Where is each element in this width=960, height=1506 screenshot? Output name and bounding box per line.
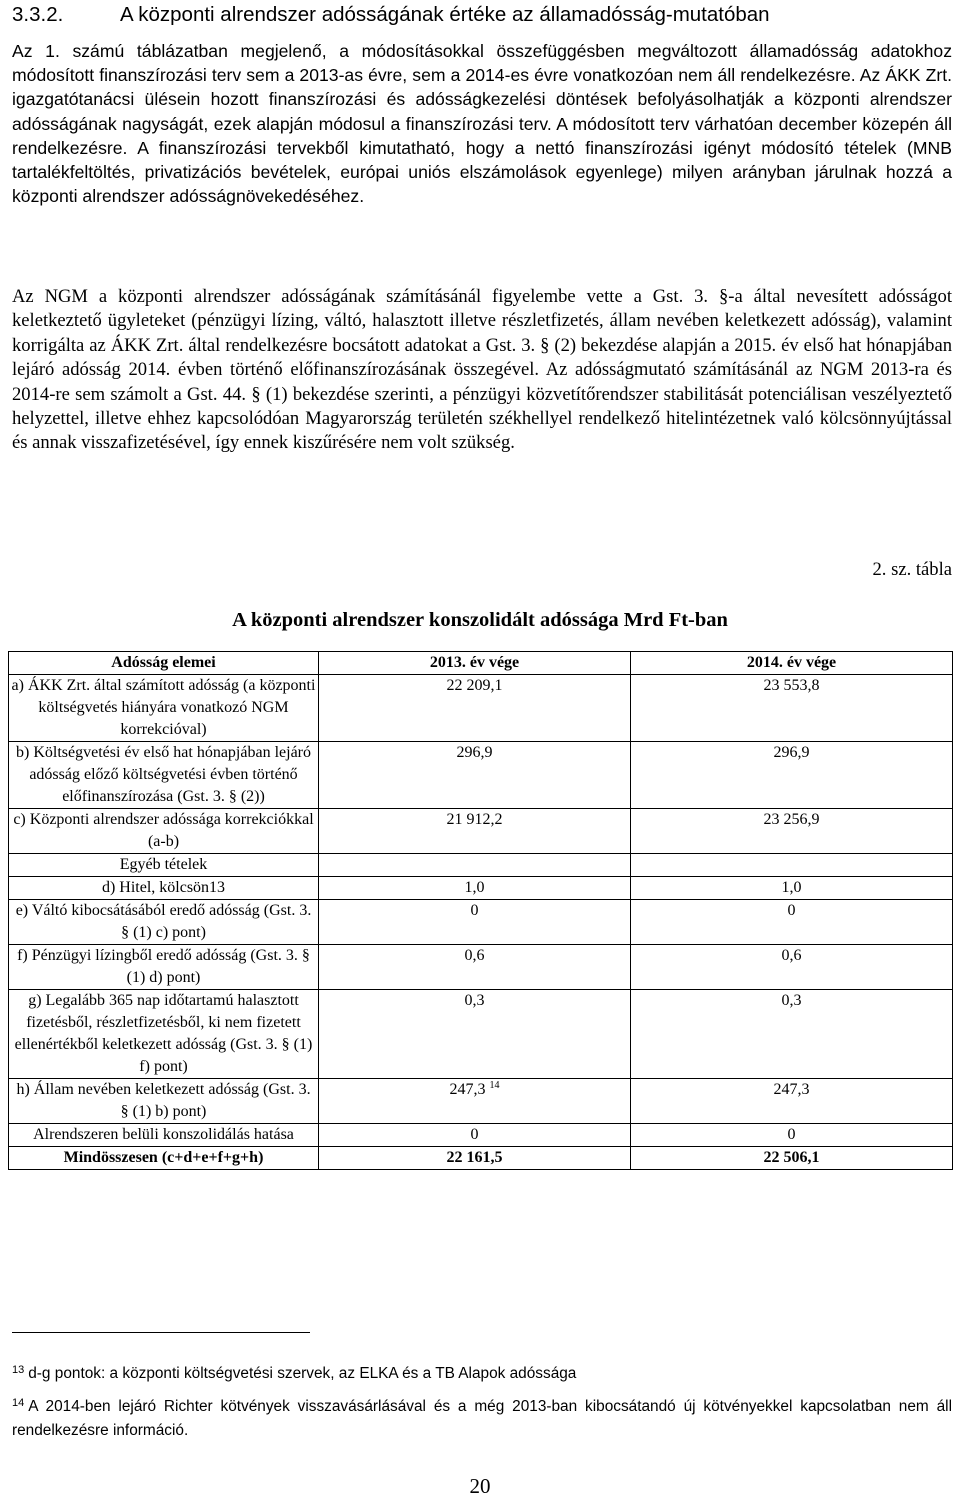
total-2013-cell: 22 161,5	[319, 1147, 631, 1170]
row-2014-cell	[631, 854, 953, 877]
row-2013-cell	[319, 1124, 631, 1147]
footnote-13	[12, 1362, 952, 1386]
debt-table	[8, 651, 953, 1170]
value-2013: 0	[470, 902, 479, 919]
row-2014-cell: 23 553,8	[631, 675, 953, 742]
table-row	[9, 675, 953, 742]
footnote-14	[12, 1395, 952, 1443]
value-2013: 0,3	[464, 992, 485, 1009]
row-item-cell: Egyéb tételek	[9, 854, 319, 877]
row-item-cell: d) Hitel, kölcsön13	[9, 877, 319, 900]
row-2013-cell	[319, 990, 631, 1079]
row-2014-cell: 0	[631, 900, 953, 945]
row-item-cell: c) Központi alrendszer adóssága korrekciókkal (a-b)	[9, 809, 319, 854]
value-2013: 1,0	[464, 879, 485, 896]
row-item-cell: h) Állam nevében keletkezett adósság (Gst. 3. § (1) b) pont)	[9, 1079, 319, 1124]
table-row	[9, 877, 953, 900]
row-2014-cell: 296,9	[631, 742, 953, 809]
table-row	[9, 1079, 953, 1124]
footnote-text: A 2014-ben lejáró Richter kötvények visszavásárlásával és a még 2013-ban kibocsátandó új kötvényekkel kapcsolatban nem áll rendelkezésre információ.	[12, 1398, 952, 1439]
table-row	[9, 854, 953, 877]
row-2014-cell: 23 256,9	[631, 809, 953, 854]
row-2013-cell	[319, 1079, 631, 1124]
table-header-row	[9, 652, 953, 675]
header-cell-2014: 2014. év vége	[631, 652, 953, 675]
section-number: 3.3.2.	[12, 3, 64, 26]
value-2013: 247,3	[449, 1081, 486, 1098]
value-2013: 0,6	[464, 947, 485, 964]
row-item-cell: b) Költségvetési év első hat hónapjában lejáró adósság előző költségvetési évben történő előfinanszírozása (Gst. 3. § (2))	[9, 742, 319, 809]
total-item-cell: Mindösszesen (c+d+e+f+g+h)	[9, 1147, 319, 1170]
row-2013-cell	[319, 900, 631, 945]
table-total-row	[9, 1147, 953, 1170]
row-item-cell: g) Legalább 365 nap időtartamú halasztott fizetésből, részletfizetésből, ki nem fizetett ellenértékből keletkezett adósság (Gst. 3. § (1) f) pont)	[9, 990, 319, 1079]
page-number: 20	[469, 1474, 491, 1498]
row-2013-cell	[319, 742, 631, 809]
section-title: A központi alrendszer adósságának értéke az államadósság-mutatóban	[120, 3, 770, 26]
row-item-cell: f) Pénzügyi lízingből eredő adósság (Gst. 3. § (1) d) pont)	[9, 945, 319, 990]
footnote-separator	[12, 1332, 310, 1333]
paragraph-2: Az NGM a központi alrendszer adósságának számításánál figyelembe vette a Gst. 3. §-a által nevesített adósságot keletkeztető ügyleteket (pénzügyi lízing, váltó, halasztott illetve részletfizetés, állam nevében keletkezett adósság), valamint korrigálta az ÁKK Zrt. által rendelkezésre bocsátott adatokat a Gst. 3. § (2) bekezdése alapján a 2015. év első hat hónapjában lejáró adósság 2014. évben történő előfinanszírozásának összegével. Az adósságmutató számításánál az NGM 2013-ra és 2014-re sem számolt a Gst. 44. § (1) bekezdése szerinti, a pénzügyi közvetítőrendszer stabilitását potenciálisan veszélyeztető helyzettel, illetve ehhez kapcsolódóan Magyarország területén székhellyel rendelkező hitelintézetnek való kölcsönnyújtással és annak visszafizetésével, így ennek kiszűrésére nem volt szükség.	[12, 286, 952, 454]
row-item-cell: Alrendszeren belüli konszolidálás hatása	[9, 1124, 319, 1147]
value-2013: 0	[470, 1126, 479, 1143]
row-item-cell: a) ÁKK Zrt. által számított adósság (a központi költségvetés hiányára vonatkozó NGM korrekcióval)	[9, 675, 319, 742]
table-row	[9, 809, 953, 854]
footnote-mark: 13	[12, 1364, 25, 1376]
row-2014-cell: 0	[631, 1124, 953, 1147]
row-2014-cell: 0,3	[631, 990, 953, 1079]
header-cell-2013: 2013. év vége	[319, 652, 631, 675]
table-title: A központi alrendszer konszolidált adóssága Mrd Ft-ban	[232, 609, 728, 631]
row-2014-cell: 247,3	[631, 1079, 953, 1124]
row-2014-cell: 0,6	[631, 945, 953, 990]
row-2013-cell	[319, 809, 631, 854]
row-2013-cell	[319, 945, 631, 990]
total-2014-cell: 22 506,1	[631, 1147, 953, 1170]
row-item-cell: e) Váltó kibocsátásából eredő adósság (Gst. 3. § (1) c) pont)	[9, 900, 319, 945]
value-2013: 21 912,2	[446, 811, 503, 828]
table-row	[9, 990, 953, 1079]
footnote-reference: 14	[489, 1080, 500, 1091]
value-2013: 296,9	[456, 744, 493, 761]
row-2013-cell	[319, 877, 631, 900]
table-label: 2. sz. tábla	[872, 559, 952, 580]
row-2013-cell	[319, 675, 631, 742]
footnote-mark: 14	[12, 1397, 25, 1409]
table-row	[9, 1124, 953, 1147]
footnote-text: d-g pontok: a központi költségvetési szervek, az ELKA és a TB Alapok adóssága	[28, 1365, 577, 1382]
row-2014-cell: 1,0	[631, 877, 953, 900]
paragraph-1: Az 1. számú táblázatban megjelenő, a módosításokkal összefüggésben megváltozott államadósság adatokhoz módosított finanszírozási terv sem a 2013-as évre, sem a 2014-es évre vonatkozóan nem áll rendelkezésre. Az ÁKK Zrt. igazgatótanácsi ülésein hozott finanszírozási és adósságkezelési döntések befolyásolhatják a központi alrendszer adósságának nagyságát, ezek alapján módosul a finanszírozási terv. A módosított terv várhatóan december közepén áll rendelkezésre. A finanszírozási tervekből kimutatható, hogy a nettó finanszírozási igényt módosító tételek (MNB tartalékfeltöltés, privatizációs bevételek, európai uniós elszámolások egyenlege) milyen arányban járulnak hozzá a központi alrendszer adósságnövekedéséhez.	[12, 41, 952, 207]
value-2013: 22 209,1	[446, 677, 503, 694]
table-row	[9, 900, 953, 945]
table-body	[9, 675, 953, 1170]
table-row	[9, 742, 953, 809]
section-heading	[12, 2, 952, 28]
table-row	[9, 945, 953, 990]
row-2013-cell	[319, 854, 631, 877]
header-cell-items: Adósság elemei	[9, 652, 319, 675]
